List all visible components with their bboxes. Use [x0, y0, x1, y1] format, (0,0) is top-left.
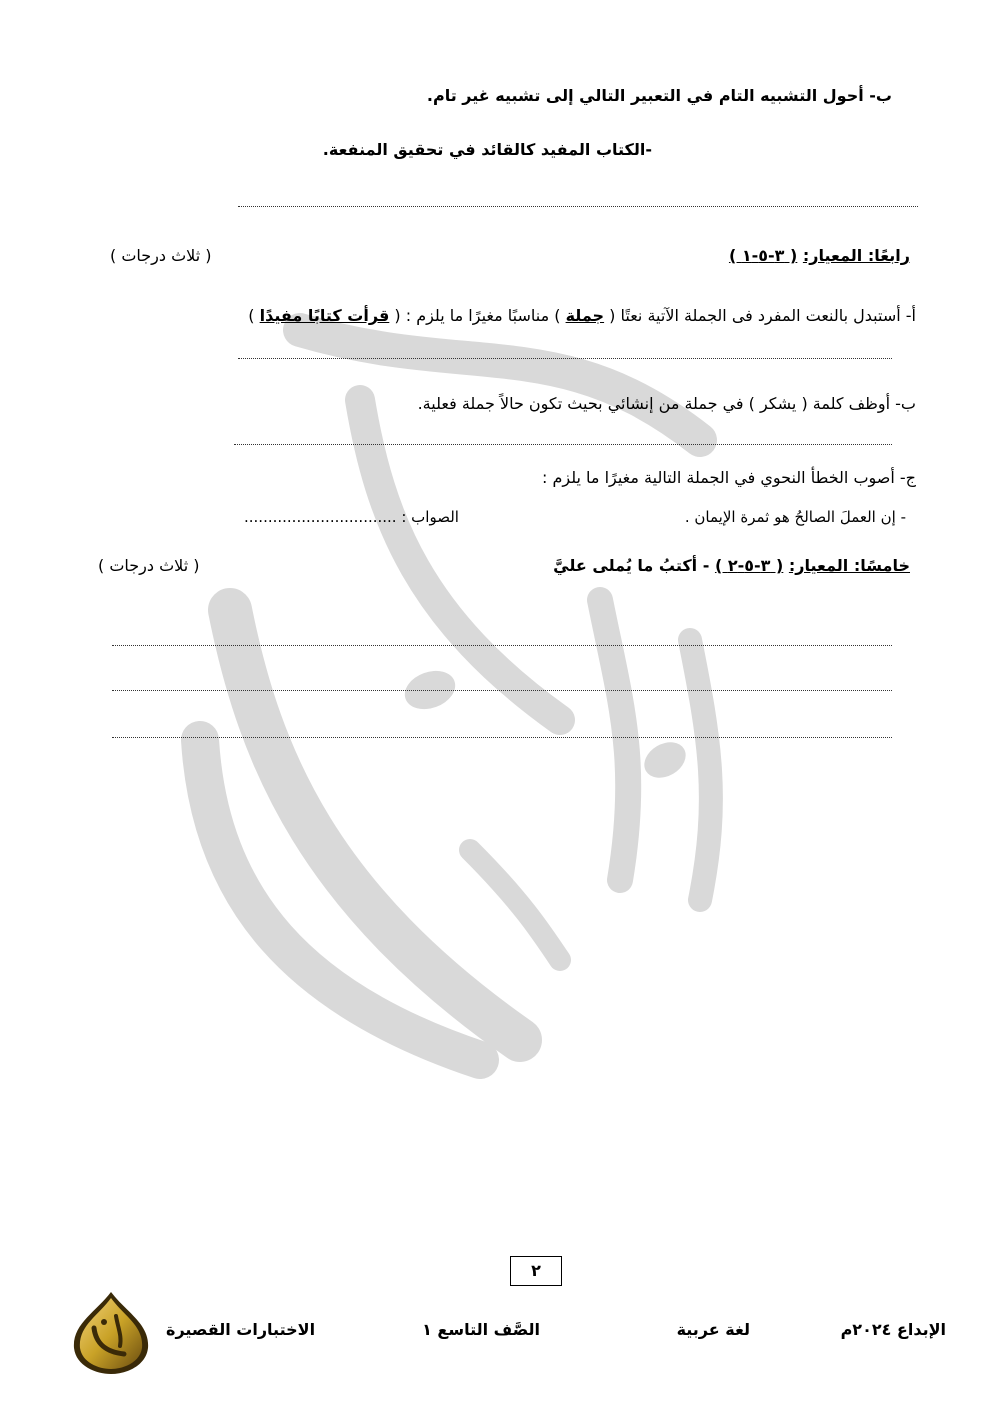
- section5-label: خامسًا: المعيار:: [788, 556, 910, 575]
- footer-year: الإبداع ٢٠٢٤م: [840, 1320, 946, 1339]
- question-a-text: أ- أستبدل بالنعت المفرد فى الجملة الآتية نعتًا (: [609, 306, 916, 325]
- dictation-line-1[interactable]: [112, 645, 892, 646]
- section4-code: ( ٣-٥-١ ): [728, 246, 798, 265]
- question-c-answer[interactable]: الصواب : ................................: [244, 508, 459, 526]
- question-a-text2: ) مناسبًا مغيرًا ما يلزم : (: [394, 306, 561, 325]
- footer-subject: لغة عربية: [676, 1320, 750, 1339]
- question-c-sentence: - إن العملَ الصالحُ هو ثمرة الإيمان .: [684, 508, 906, 526]
- answer-line-2[interactable]: [238, 358, 892, 359]
- question-b: ب- أوظف كلمة ( يشكر ) في جملة من إنشائي بحيث تكون حالاً جملة فعلية.: [417, 394, 916, 413]
- question-a-key: جملة: [565, 306, 605, 325]
- question-a-close: ): [248, 306, 255, 325]
- question-a-sentence: قرأت كتابًا مفيدًا: [259, 306, 390, 325]
- section4-label: رابعًا: المعيار:: [802, 246, 910, 265]
- answer-line-1[interactable]: [238, 206, 918, 207]
- question-c: ج- أصوب الخطأ النحوي في الجملة التالية مغيرًا ما يلزم :: [541, 468, 916, 487]
- ibdaa-logo-icon: [66, 1288, 156, 1378]
- dictation-line-2[interactable]: [112, 690, 892, 691]
- answer-line-3[interactable]: [234, 444, 892, 445]
- footer-grade: الصَّف التاسع ١: [422, 1320, 540, 1339]
- dictation-line-3[interactable]: [112, 737, 892, 738]
- footer-title: الاختبارات القصيرة: [166, 1320, 316, 1339]
- section5-code: ( ٣-٥-٢ ): [714, 556, 784, 575]
- section4-heading: [729, 246, 910, 265]
- section5-task: - أكتبُ ما يُملى عليَّ: [553, 556, 710, 575]
- question-a: [248, 306, 916, 325]
- page-number: ٢: [510, 1256, 562, 1286]
- section5-grade: ( ثلاث درجات ): [98, 556, 200, 575]
- convert-simile-instruction: ب- أحول التشبيه التام في التعبير التالي إلى تشبيه غير تام.: [426, 86, 892, 105]
- section4-grade: ( ثلاث درجات ): [110, 246, 212, 265]
- section5-heading: [553, 556, 910, 575]
- simile-sentence: -الكتاب المفيد كالقائد في تحقيق المنفعة.: [322, 140, 652, 159]
